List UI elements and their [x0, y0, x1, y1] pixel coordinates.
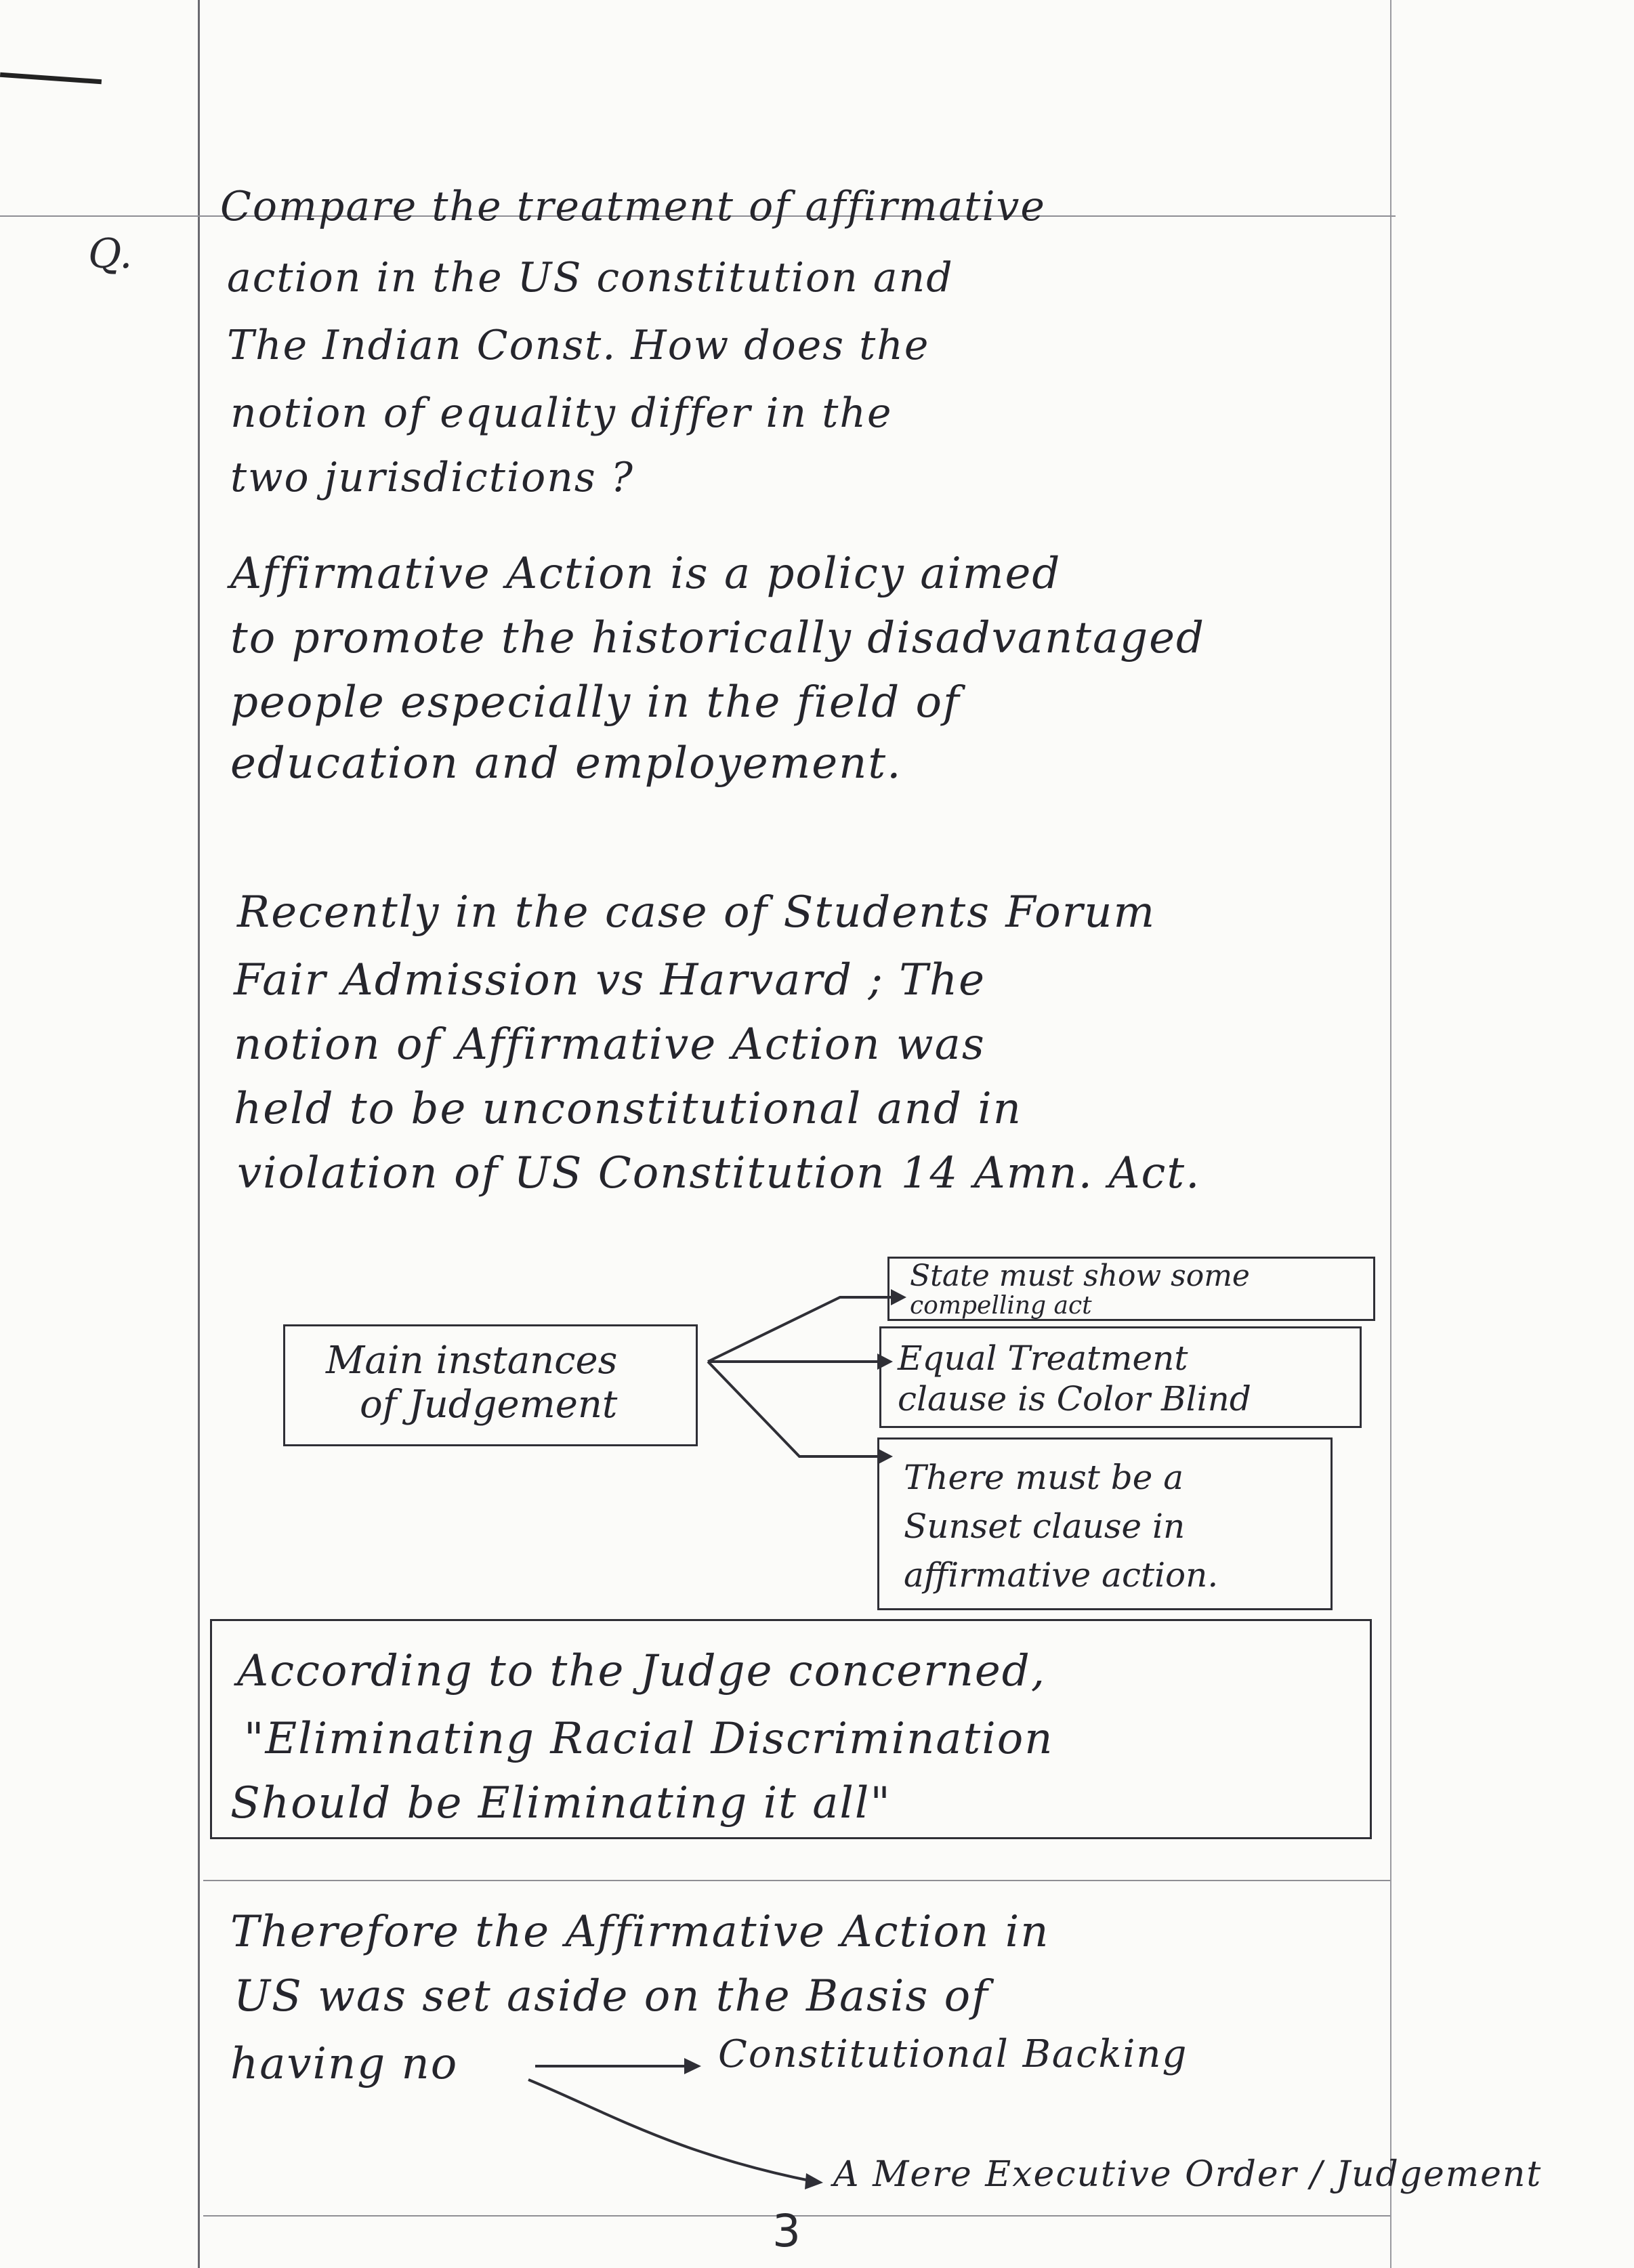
- definition-line: to promote the historically disadvantaged: [230, 613, 1205, 663]
- conclusion-line: Constitutional Backing: [718, 2032, 1188, 2076]
- quote-line: "Eliminating Racial Discrimination: [244, 1714, 1054, 1764]
- branch-line: affirmative action.: [904, 1555, 1219, 1595]
- page-number: 3: [772, 2205, 801, 2257]
- branch-line: Equal Treatment: [898, 1339, 1188, 1378]
- question-line: notion of equality differ in the: [230, 390, 893, 437]
- branch-line: State must show some: [910, 1259, 1250, 1293]
- branch-line: compelling act: [910, 1292, 1092, 1320]
- definition-line: Affirmative Action is a policy aimed: [230, 549, 1062, 599]
- case-line: held to be unconstitutional and in: [234, 1084, 1022, 1134]
- branch-line: Sunset clause in: [904, 1507, 1186, 1546]
- question-line: action in the US constitution and: [227, 254, 954, 301]
- case-line: Fair Admission vs Harvard ; The: [234, 955, 986, 1005]
- quote-line: According to the Judge concerned,: [237, 1646, 1047, 1696]
- question-line: The Indian Const. How does the: [227, 322, 930, 369]
- conclusion-note: A Mere Executive Order / Judgement: [833, 2154, 1543, 2195]
- definition-line: people especially in the field of: [230, 677, 961, 728]
- question-line: two jurisdictions ?: [230, 454, 634, 501]
- branch-line: There must be a: [904, 1458, 1184, 1497]
- conclusion-line: Therefore the Affirmative Action in: [230, 1907, 1050, 1957]
- case-line: violation of US Constitution 14 Amn. Act.: [237, 1148, 1201, 1198]
- main-box-line: of Judgement: [360, 1383, 618, 1427]
- main-box-line: Main instances: [326, 1339, 618, 1383]
- question-line: Compare the treatment of affirmative: [220, 183, 1046, 230]
- definition-line: education and employement.: [230, 738, 902, 789]
- conclusion-line: having no: [230, 2039, 459, 2089]
- branch-line: clause is Color Blind: [898, 1379, 1251, 1419]
- question-marker: Q.: [88, 230, 133, 278]
- conclusion-line: US was set aside on the Basis of: [234, 1971, 989, 2021]
- case-line: notion of Affirmative Action was: [234, 1020, 986, 1070]
- quote-line: Should be Eliminating it all": [230, 1778, 892, 1828]
- case-line: Recently in the case of Students Forum: [237, 887, 1156, 938]
